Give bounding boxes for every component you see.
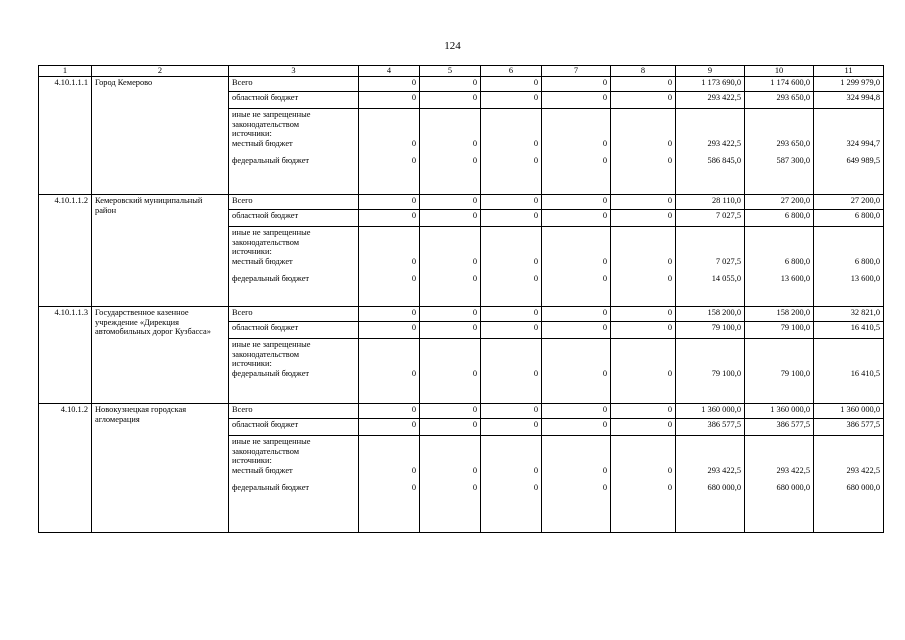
value-cell <box>676 227 745 307</box>
value: 0 <box>667 138 672 148</box>
value: 0 <box>667 274 672 283</box>
column-header-4: 4 <box>359 66 420 77</box>
value: 680 000,0 <box>846 483 880 492</box>
value: 0 <box>472 138 477 148</box>
value: 0 <box>667 368 672 378</box>
value: 680 000,0 <box>707 483 741 492</box>
spacer <box>545 340 607 369</box>
value: 0 <box>411 256 416 266</box>
value: 0 <box>667 465 672 475</box>
other-sources-heading: источники: <box>232 129 272 138</box>
spacer <box>423 266 477 274</box>
spacer <box>817 340 880 369</box>
value-cell: 0 <box>542 195 611 210</box>
value: 0 <box>411 368 416 378</box>
value-cell: 0 <box>542 322 611 339</box>
value-cell <box>611 227 676 307</box>
spacer <box>614 266 672 274</box>
value-cell: 0 <box>481 322 542 339</box>
spacer <box>614 148 672 156</box>
value-cell: 1 360 000,0 <box>745 404 814 419</box>
value-cell: 0 <box>420 195 481 210</box>
spacer <box>614 228 672 257</box>
page-number: 124 <box>444 40 461 52</box>
value-cell: 0 <box>359 77 420 92</box>
value-cell <box>359 109 420 195</box>
value: 0 <box>411 274 416 283</box>
spacer <box>484 340 538 369</box>
value-cell <box>611 109 676 195</box>
spacer <box>545 475 607 483</box>
value-cell: 1 173 690,0 <box>676 77 745 92</box>
spacer <box>484 266 538 274</box>
spacer <box>817 148 880 156</box>
value-cell <box>481 227 542 307</box>
spacer <box>545 437 607 466</box>
subsource-label: федеральный бюджет <box>232 156 310 165</box>
spacer <box>679 437 741 466</box>
value-cell: 0 <box>481 419 542 436</box>
spacer <box>362 148 416 156</box>
value-cell: 0 <box>611 404 676 419</box>
value: 0 <box>533 483 538 492</box>
value: 293 422,5 <box>707 465 741 475</box>
column-header-11: 11 <box>814 66 884 77</box>
value: 6 800,0 <box>854 256 880 266</box>
spacer <box>817 437 880 466</box>
value-cell <box>611 436 676 533</box>
value-cell: 6 800,0 <box>745 210 814 227</box>
column-header-2: 2 <box>92 66 229 77</box>
column-header-1: 1 <box>39 66 92 77</box>
spacer <box>545 148 607 156</box>
value-cell <box>676 436 745 533</box>
other-sources-heading: источники: <box>232 359 272 368</box>
value: 0 <box>411 156 416 165</box>
value-cell: 6 800,0 <box>814 210 884 227</box>
column-header-6: 6 <box>481 66 542 77</box>
spacer <box>679 228 741 257</box>
value-cell: 0 <box>481 307 542 322</box>
value-cell <box>481 109 542 195</box>
value: 0 <box>602 256 607 266</box>
value-cell: 27 200,0 <box>745 195 814 210</box>
spacer <box>748 437 810 466</box>
value-cell <box>420 227 481 307</box>
value-cell: 158 200,0 <box>676 307 745 322</box>
value: 0 <box>602 156 607 165</box>
value-cell <box>676 339 745 404</box>
value-cell: 28 110,0 <box>676 195 745 210</box>
value-cell: 0 <box>481 210 542 227</box>
spacer <box>817 110 880 139</box>
value-cell <box>745 436 814 533</box>
value-cell: 0 <box>611 195 676 210</box>
spacer <box>817 266 880 274</box>
value-cell: 0 <box>420 419 481 436</box>
value-cell: 0 <box>359 92 420 109</box>
value: 0 <box>667 256 672 266</box>
value-cell <box>745 339 814 404</box>
value-cell: 0 <box>420 210 481 227</box>
other-sources-heading: законодательством <box>232 237 300 247</box>
table-header <box>39 66 884 77</box>
source-label: Всего <box>229 195 359 210</box>
value-cell: 0 <box>611 322 676 339</box>
value-cell <box>542 436 611 533</box>
spacer <box>362 110 416 139</box>
spacer <box>817 475 880 483</box>
value: 0 <box>602 465 607 475</box>
value-cell: 386 577,5 <box>745 419 814 436</box>
spacer <box>748 228 810 257</box>
row-name: Кемеровский муниципальный район <box>92 195 229 307</box>
spacer <box>362 266 416 274</box>
value: 0 <box>472 274 477 283</box>
spacer <box>423 437 477 466</box>
other-sources-heading: иные не запрещенные <box>232 228 311 237</box>
value: 13 600,0 <box>850 274 880 283</box>
value-cell: 0 <box>542 77 611 92</box>
value-cell <box>481 339 542 404</box>
spacer <box>679 340 741 369</box>
value: 680 000,0 <box>776 483 810 492</box>
value-cell <box>542 109 611 195</box>
other-sources-heading: иные не запрещенные <box>232 437 311 446</box>
value-cell: 0 <box>542 307 611 322</box>
value-cell: 79 100,0 <box>745 322 814 339</box>
value: 587 300,0 <box>776 156 810 165</box>
value-cell: 0 <box>481 92 542 109</box>
value-cell: 0 <box>611 92 676 109</box>
value-cell: 0 <box>359 307 420 322</box>
value-cell: 0 <box>359 195 420 210</box>
value: 0 <box>472 368 477 378</box>
spacer <box>484 475 538 483</box>
table-row <box>39 77 884 92</box>
row-code: 4.10.1.2 <box>39 404 92 533</box>
subsource-label: местный бюджет <box>232 138 293 148</box>
spacer <box>362 228 416 257</box>
value-cell: 27 200,0 <box>814 195 884 210</box>
value: 0 <box>602 274 607 283</box>
spacer <box>679 148 741 156</box>
value-cell <box>745 109 814 195</box>
value-cell <box>814 109 884 195</box>
value-cell: 0 <box>542 404 611 419</box>
value-cell: 0 <box>481 195 542 210</box>
value-cell: 293 422,5 <box>676 92 745 109</box>
source-label: Всего <box>229 77 359 92</box>
value-cell: 386 577,5 <box>814 419 884 436</box>
value: 586 845,0 <box>707 156 741 165</box>
value-cell: 0 <box>420 322 481 339</box>
value: 0 <box>472 156 477 165</box>
other-sources-heading: источники: <box>232 247 272 256</box>
value: 0 <box>667 483 672 492</box>
spacer <box>232 148 355 156</box>
spacer <box>817 228 880 257</box>
value-cell: 158 200,0 <box>745 307 814 322</box>
value-cell: 79 100,0 <box>676 322 745 339</box>
other-sources-heading: законодательством <box>232 119 300 129</box>
value-cell: 0 <box>611 77 676 92</box>
spacer <box>232 475 355 483</box>
value: 0 <box>472 256 477 266</box>
spacer <box>545 266 607 274</box>
value-cell <box>420 109 481 195</box>
spacer <box>545 110 607 139</box>
value-cell: 0 <box>542 419 611 436</box>
spacer <box>748 266 810 274</box>
value-cell <box>420 436 481 533</box>
other-sources-heading: иные не запрещенные <box>232 340 311 349</box>
value-cell <box>481 436 542 533</box>
column-header-9: 9 <box>676 66 745 77</box>
spacer <box>423 148 477 156</box>
spacer <box>679 266 741 274</box>
spacer <box>232 266 355 274</box>
value-cell: 32 821,0 <box>814 307 884 322</box>
source-label-cell <box>229 109 359 195</box>
spacer <box>484 110 538 139</box>
source-label: областной бюджет <box>229 210 359 227</box>
value: 0 <box>472 465 477 475</box>
spacer <box>614 110 672 139</box>
value-cell: 0 <box>420 77 481 92</box>
value: 0 <box>533 138 538 148</box>
subsource-label: федеральный бюджет <box>232 274 310 283</box>
row-name: Новокузнецкая городская агломерация <box>92 404 229 533</box>
value-cell: 0 <box>611 307 676 322</box>
value-cell <box>611 339 676 404</box>
value-cell: 0 <box>420 307 481 322</box>
value-cell: 0 <box>611 419 676 436</box>
value: 0 <box>533 256 538 266</box>
other-sources-heading: законодательством <box>232 349 300 359</box>
value: 0 <box>667 156 672 165</box>
value-cell: 0 <box>481 404 542 419</box>
column-header-8: 8 <box>611 66 676 77</box>
row-code: 4.10.1.1.1 <box>39 77 92 195</box>
value-cell: 0 <box>359 419 420 436</box>
subsource-label: федеральный бюджет <box>232 368 310 378</box>
value-cell: 0 <box>359 404 420 419</box>
value: 0 <box>602 483 607 492</box>
spacer <box>614 437 672 466</box>
spacer <box>423 110 477 139</box>
value-cell: 0 <box>420 92 481 109</box>
subsource-label: местный бюджет <box>232 465 293 475</box>
value-cell: 0 <box>542 92 611 109</box>
spacer <box>362 437 416 466</box>
value-cell: 0 <box>611 210 676 227</box>
spacer <box>679 110 741 139</box>
value-cell <box>676 109 745 195</box>
spacer <box>614 340 672 369</box>
value-cell: 1 360 000,0 <box>676 404 745 419</box>
table-row <box>39 195 884 210</box>
value: 0 <box>533 465 538 475</box>
value-cell: 386 577,5 <box>676 419 745 436</box>
spacer <box>484 148 538 156</box>
value: 6 800,0 <box>784 256 810 266</box>
value: 0 <box>411 465 416 475</box>
value: 79 100,0 <box>711 368 741 378</box>
value: 324 994,7 <box>846 138 880 148</box>
value-cell: 16 410,5 <box>814 322 884 339</box>
spacer <box>614 475 672 483</box>
spacer <box>423 340 477 369</box>
spacer <box>748 340 810 369</box>
value-cell <box>542 227 611 307</box>
value: 79 100,0 <box>780 368 810 378</box>
spacer <box>545 228 607 257</box>
spacer <box>362 340 416 369</box>
value: 0 <box>533 368 538 378</box>
value-cell <box>359 227 420 307</box>
other-sources-heading: иные не запрещенные <box>232 110 311 119</box>
value-cell <box>359 436 420 533</box>
value-cell <box>814 436 884 533</box>
value: 293 422,5 <box>846 465 880 475</box>
other-sources-heading: источники: <box>232 456 272 465</box>
value-cell <box>420 339 481 404</box>
value-cell <box>359 339 420 404</box>
column-header-10: 10 <box>745 66 814 77</box>
spacer <box>748 475 810 483</box>
value-cell <box>542 339 611 404</box>
value: 0 <box>472 483 477 492</box>
value-cell: 7 027,5 <box>676 210 745 227</box>
table-row <box>39 404 884 419</box>
source-label: областной бюджет <box>229 322 359 339</box>
subsource-label: федеральный бюджет <box>232 483 310 492</box>
value: 14 055,0 <box>711 274 741 283</box>
value-cell: 1 360 000,0 <box>814 404 884 419</box>
spacer <box>484 437 538 466</box>
column-header-5: 5 <box>420 66 481 77</box>
source-label-cell <box>229 227 359 307</box>
value-cell: 0 <box>359 210 420 227</box>
value: 0 <box>411 138 416 148</box>
value: 0 <box>602 138 607 148</box>
value: 293 650,0 <box>776 138 810 148</box>
value-cell <box>814 339 884 404</box>
value-cell <box>745 227 814 307</box>
spacer <box>748 148 810 156</box>
header-row <box>39 66 884 77</box>
value-cell: 0 <box>420 404 481 419</box>
source-label: областной бюджет <box>229 419 359 436</box>
value-cell <box>814 227 884 307</box>
row-name: Государственное казенное учреждение «Дирекция автомобильных дорог Кузбасса» <box>92 307 229 404</box>
column-header-7: 7 <box>542 66 611 77</box>
spacer <box>362 475 416 483</box>
other-sources-heading: законодательством <box>232 446 300 456</box>
spacer <box>484 228 538 257</box>
value: 7 027,5 <box>715 256 741 266</box>
value: 0 <box>602 368 607 378</box>
budget-table <box>38 65 884 533</box>
value: 649 989,5 <box>846 156 880 165</box>
value: 0 <box>533 156 538 165</box>
value-cell: 1 174 600,0 <box>745 77 814 92</box>
source-label-cell <box>229 436 359 533</box>
column-header-3: 3 <box>229 66 359 77</box>
source-label: Всего <box>229 307 359 322</box>
row-name: Город Кемерово <box>92 77 229 195</box>
value: 0 <box>533 274 538 283</box>
value: 293 422,5 <box>776 465 810 475</box>
table-body <box>39 77 884 533</box>
value-cell: 293 650,0 <box>745 92 814 109</box>
source-label: областной бюджет <box>229 92 359 109</box>
row-code: 4.10.1.1.2 <box>39 195 92 307</box>
value: 293 422,5 <box>707 138 741 148</box>
spacer <box>679 475 741 483</box>
value-cell: 0 <box>481 77 542 92</box>
source-label-cell <box>229 339 359 404</box>
subsource-label: местный бюджет <box>232 256 293 266</box>
row-code: 4.10.1.1.3 <box>39 307 92 404</box>
value-cell: 324 994,8 <box>814 92 884 109</box>
spacer <box>748 110 810 139</box>
value-cell: 0 <box>359 322 420 339</box>
value-cell: 0 <box>542 210 611 227</box>
value-cell: 1 299 979,0 <box>814 77 884 92</box>
value: 16 410,5 <box>850 368 880 378</box>
value: 13 600,0 <box>780 274 810 283</box>
table-row <box>39 307 884 322</box>
value: 0 <box>411 483 416 492</box>
spacer <box>423 475 477 483</box>
source-label: Всего <box>229 404 359 419</box>
spacer <box>423 228 477 257</box>
